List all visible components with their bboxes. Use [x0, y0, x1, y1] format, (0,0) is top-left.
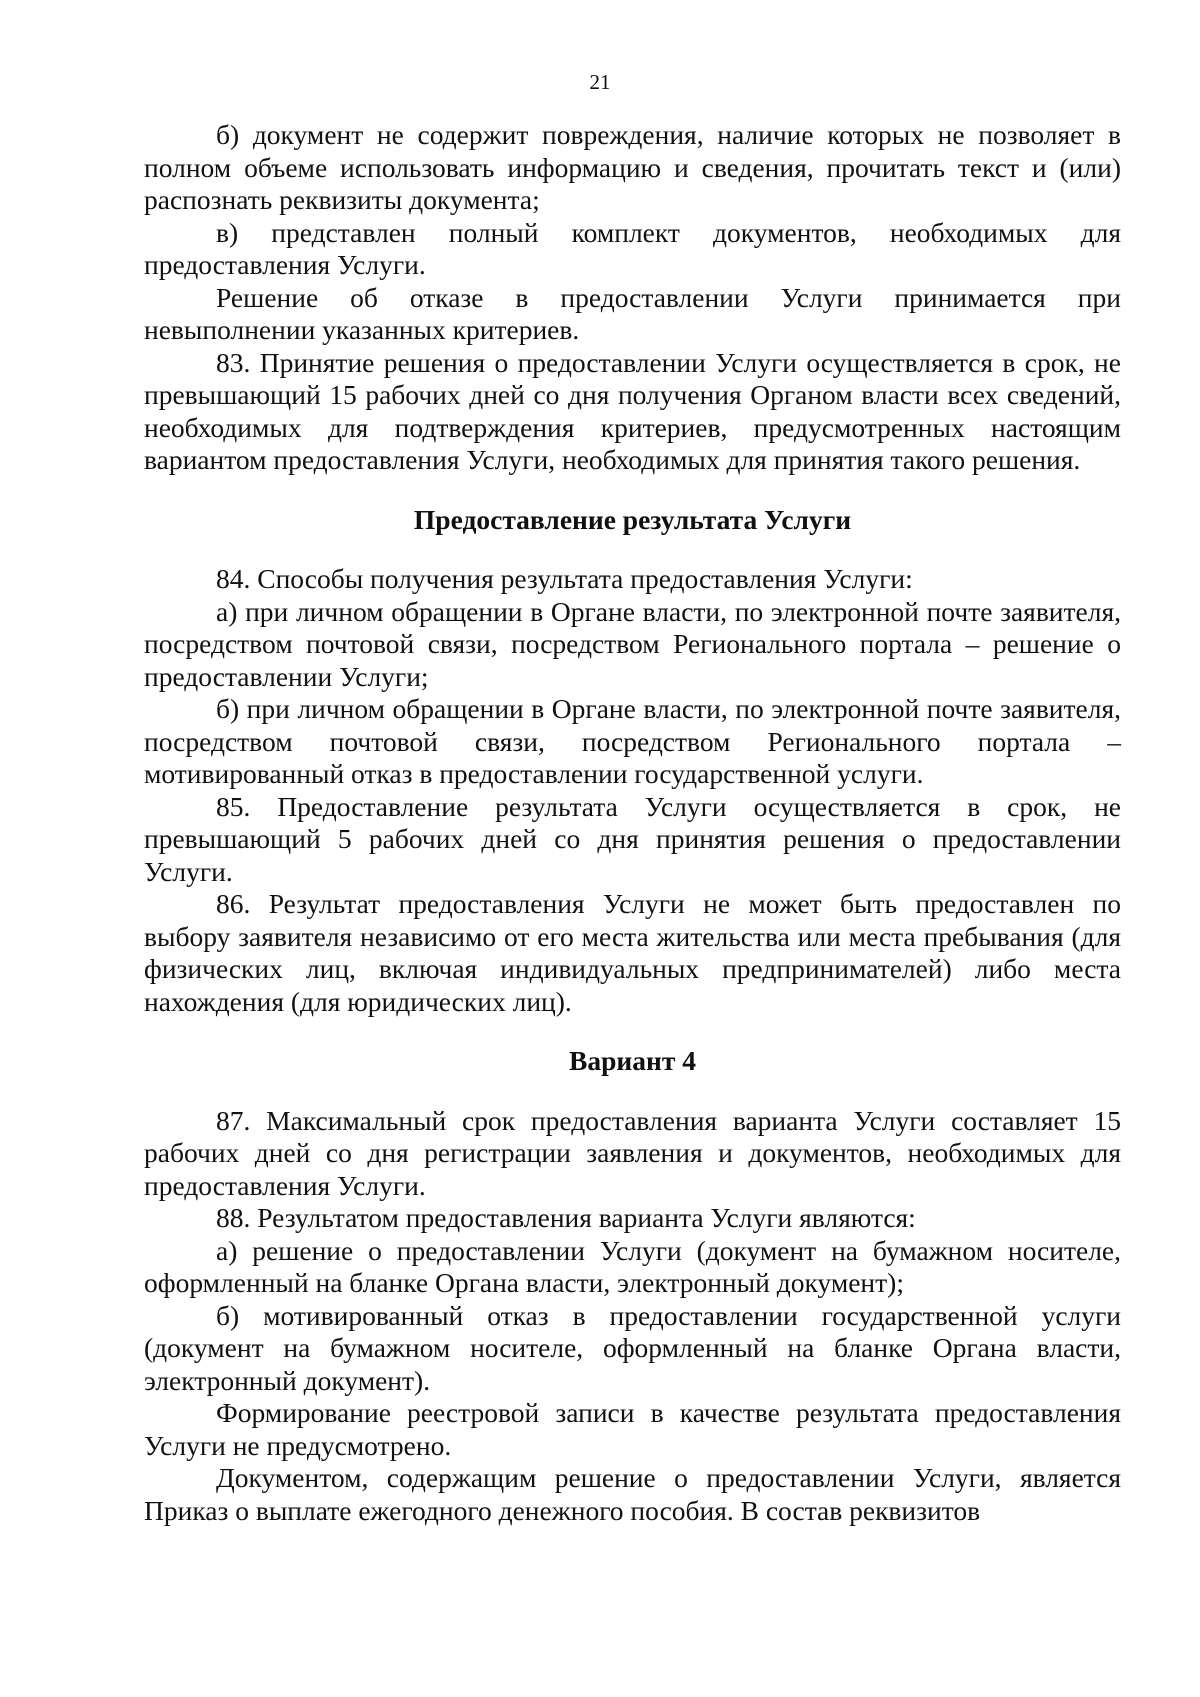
paragraph-88-a: а) решение о предоставлении Услуги (документ на бумажном носителе, оформленный на бланке Органа власти, электронный документ); [144, 1234, 1121, 1298]
paragraph-87: 87. Максимальный срок предоставления варианта Услуги составляет 15 рабочих дней со дня регистрации заявления и документов, необходимых для предоставления Услуги. [144, 1104, 1121, 1201]
paragraph-85: 85. Предоставление результата Услуги осуществляется в срок, не превышающий 5 рабочих дней со дня принятия решения о предоставлении Услуги. [144, 790, 1121, 887]
paragraph-84: 84. Способы получения результата предоставления Услуги: [216, 563, 913, 594]
paragraph-registry-record: Формирование реестровой записи в качестве результата предоставления Услуги не предусмотрено. [144, 1397, 1121, 1461]
paragraph-88: 88. Результатом предоставления варианта Услуги являются: [216, 1202, 916, 1233]
paragraph-86: 86. Результат предоставления Услуги не может быть предоставлен по выбору заявителя независимо от его места жительства или места пребывания (для физических лиц, включая индивидуальных предпринимателей) либо места нахождения (для юридических лиц). [144, 888, 1121, 1017]
paragraph-84-b: б) при личном обращении в Органе власти, по электронной почте заявителя, посредством почтовой связи, посредством Регионального портала – мотивированный отказ в предоставлении государственной услуги. [144, 693, 1121, 789]
document-body [144, 119, 1121, 1527]
paragraph-84-a: а) при личном обращении в Органе власти, по электронной почте заявителя, посредством почтовой связи, посредством Регионального портала – решение о предоставлении Услуги; [144, 595, 1121, 692]
paragraph-criterion-v: в) представлен полный комплект документов, необходимых для предоставления Услуги. [144, 216, 1121, 280]
paragraph-criterion-b: б) документ не содержит повреждения, наличие которых не позволяет в полном объеме использовать информацию и сведения, прочитать текст и (или) распознать реквизиты документа; [144, 119, 1121, 215]
paragraph-83: 83. Принятие решения о предоставлении Услуги осуществляется в срок, не превышающий 15 рабочих дней со дня получения Органом власти всех сведений, необходимых для подтверждения критериев, предусмотренных настоящим вариантом предоставления Услуги, необходимых для принятия такого решения. [144, 346, 1121, 475]
page-number: 21 [589, 70, 611, 94]
paragraph-88-b: б) мотивированный отказ в предоставлении государственной услуги (документ на бумажном носителе, оформленный на бланке Органа власти, электронный документ). [144, 1299, 1121, 1396]
paragraph-decision-document: Документом, содержащим решение о предоставлении Услуги, является Приказ о выплате ежегодного денежного пособия. В состав реквизитов [144, 1462, 1121, 1526]
section-heading-result: Предоставление результата Услуги [413, 503, 852, 535]
paragraph-refusal-decision: Решение об отказе в предоставлении Услуги принимается при невыполнении указанных критериев. [144, 281, 1121, 345]
section-heading-variant-4: Вариант 4 [569, 1045, 696, 1076]
